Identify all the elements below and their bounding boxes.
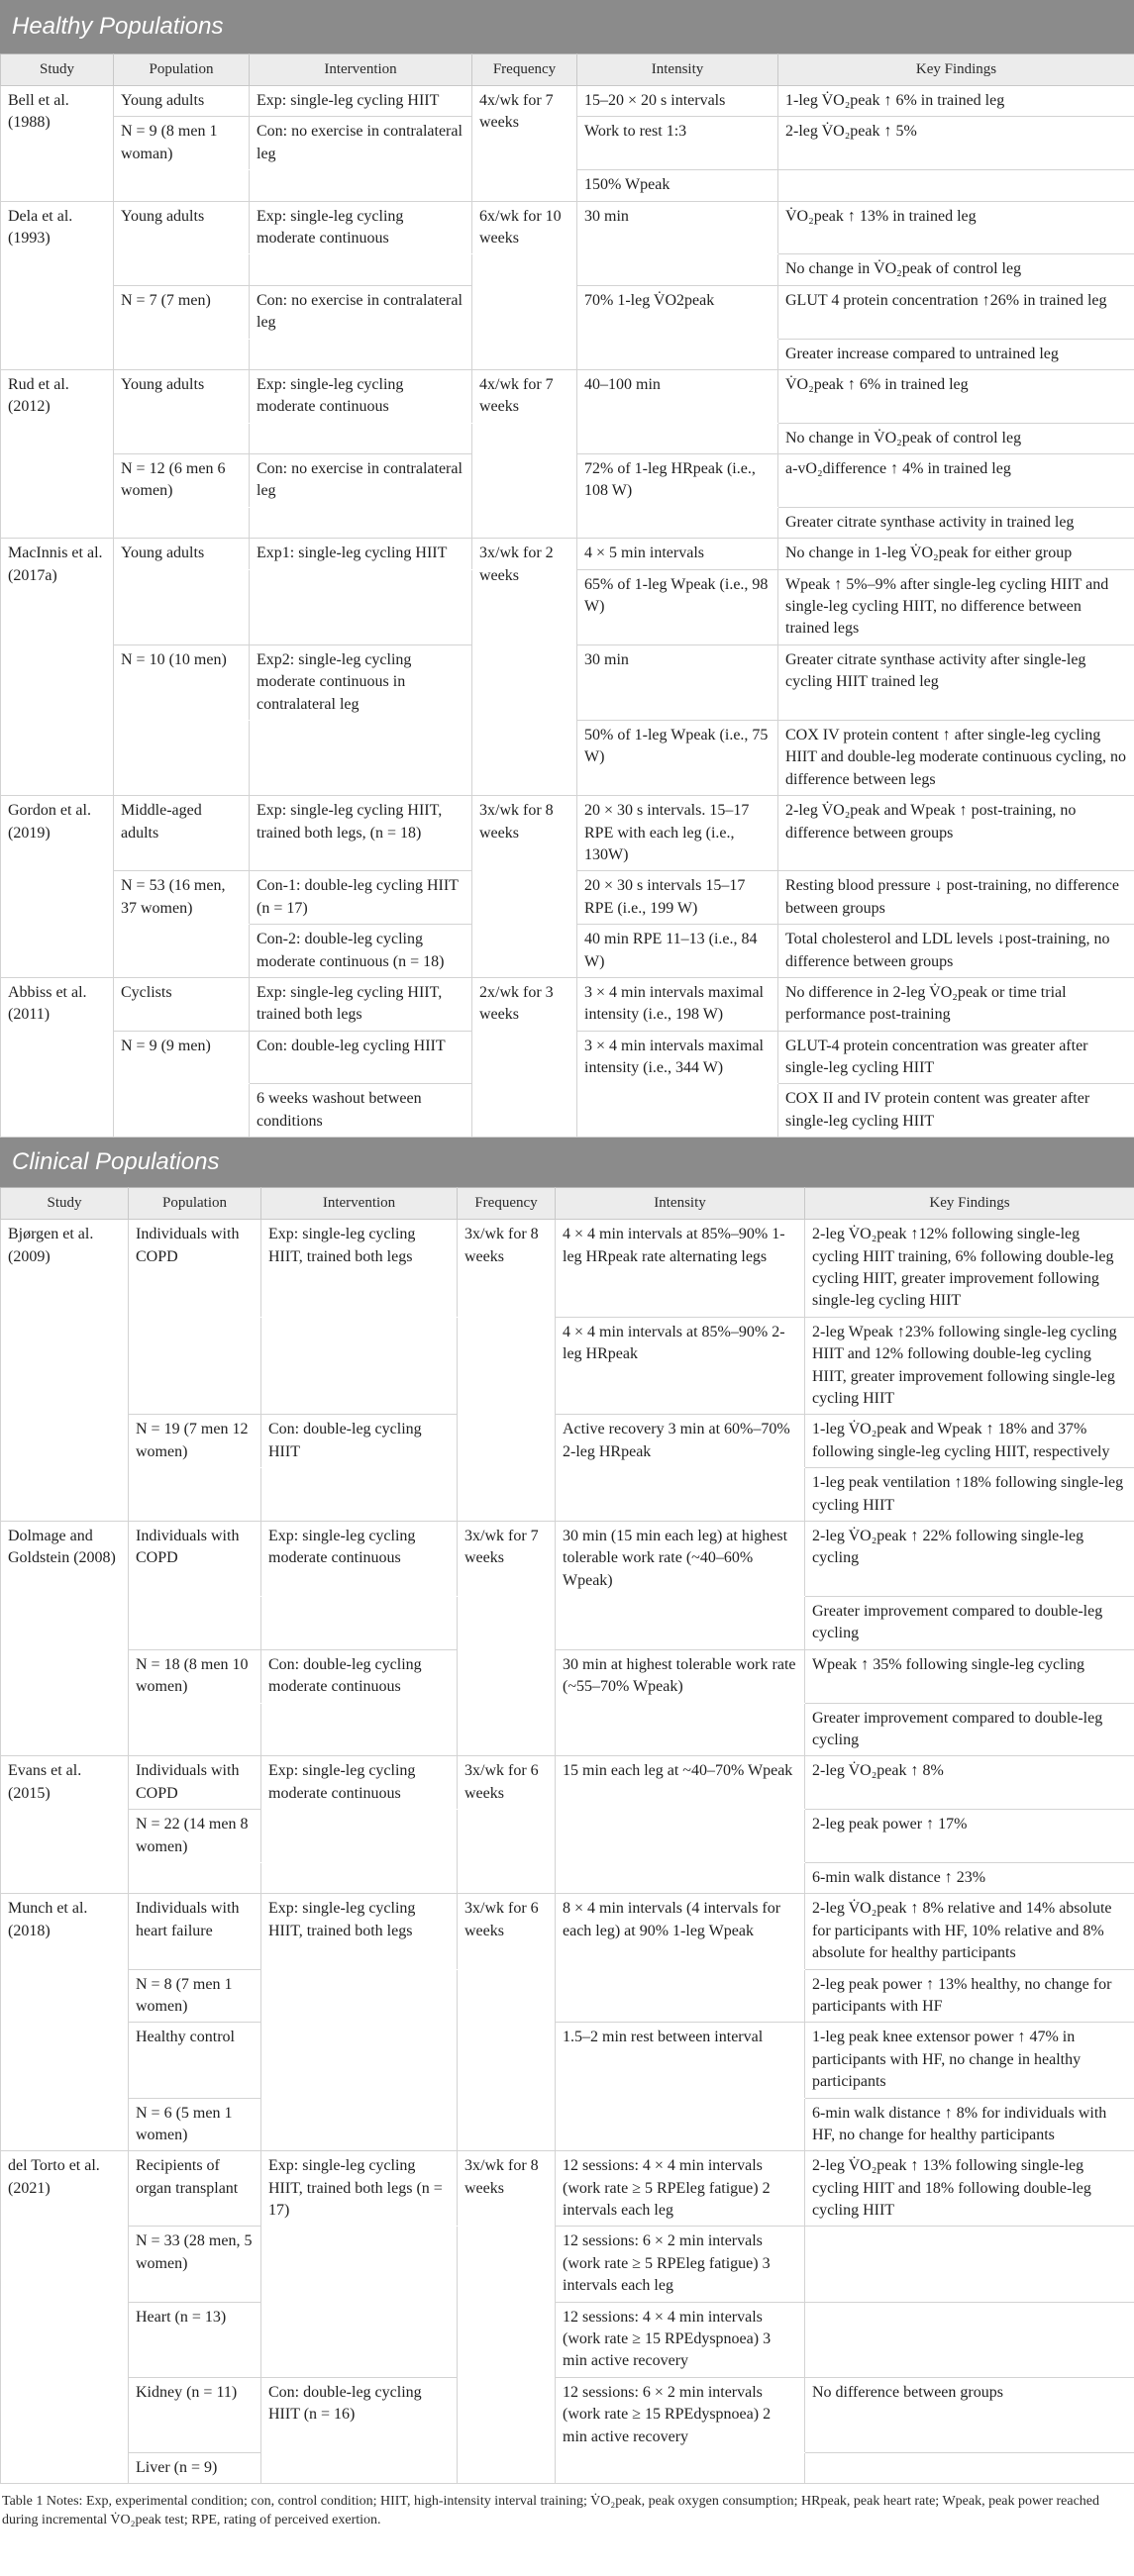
table-row (1, 1521, 1134, 1596)
intensity-cell: 3 × 4 min intervals maximal intensity (i.e., 344 W) (577, 1031, 778, 1084)
intervention-cell: Exp: single-leg cycling moderate continuous (261, 1521, 458, 1596)
population-cell (129, 1703, 261, 1756)
intensity-cell: 30 min at highest tolerable work rate (~55–70% Wpeak) (556, 1649, 805, 1703)
intensity-cell: 150% Wpeak (577, 170, 778, 201)
table-row (1, 1597, 1134, 1650)
findings-cell: COX IV protein content ↑ after single-leg cycling HIIT and double-leg moderate continuous cycling, no difference between legs (778, 720, 1134, 795)
intensity-cell: 15 min each leg at ~40–70% Wpeak (556, 1756, 805, 1810)
findings-cell: 2-leg V̇O₂peak ↑ 13% following single-leg cycling HIIT and 18% following double-leg cycling HIIT (805, 2151, 1134, 2227)
table-notes-text: Exp, experimental condition; con, control condition; HIIT, high-intensity interval training; V̇O₂peak, peak oxygen consumption; HRpeak, peak heart rate; Wpeak, peak power reached during incremental V̇O₂peak test; RPE, rating of perceived exertion. (2, 2494, 1100, 2528)
intensity-cell: Active recovery 3 min at 60%–70% 2-leg HRpeak (556, 1415, 805, 1468)
frequency-cell: 3x/wk for 8 weeks (458, 2151, 556, 2484)
column-header: Intervention (250, 54, 472, 86)
intensity-cell (577, 507, 778, 538)
column-header: Frequency (458, 1188, 556, 1220)
intensity-cell: 20 × 30 s intervals. 15–17 RPE with each leg (i.e., 130W) (577, 796, 778, 871)
findings-cell: 1-leg V̇O₂peak ↑ 6% in trained leg (778, 86, 1134, 117)
intervention-cell: Con: no exercise in contralateral leg (250, 285, 472, 339)
findings-cell: 2-leg V̇O₂peak ↑ 5% (778, 117, 1134, 170)
findings-cell: No difference between groups (805, 2377, 1134, 2452)
population-cell: Healthy control (129, 2023, 261, 2098)
population-cell (129, 1317, 261, 1415)
table-row (1, 2023, 1134, 2098)
intensity-cell: 4 × 4 min intervals at 85%–90% 1-leg HRpeak rate alternating legs (556, 1220, 805, 1318)
findings-cell: Greater increase compared to untrained leg (778, 339, 1134, 369)
intervention-cell: Exp2: single-leg cycling moderate continuous in contralateral leg (250, 644, 472, 720)
study-cell: MacInnis et al. (2017a) (1, 539, 114, 796)
findings-cell: 2-leg Wpeak ↑23% following single-leg cycling HIIT and 12% following double-leg cycling HIIT, greater improvement following single-leg cycling HIIT (805, 1317, 1134, 1415)
intervention-cell (250, 569, 472, 644)
intervention-cell: Con-2: double-leg cycling moderate continuous (n = 18) (250, 925, 472, 978)
population-cell (114, 254, 250, 285)
population-cell (114, 339, 250, 369)
intervention-cell (250, 339, 472, 369)
intervention-cell (261, 2227, 458, 2302)
findings-cell: 6-min walk distance ↑ 23% (805, 1863, 1134, 1894)
intervention-cell: Con: no exercise in contralateral leg (250, 454, 472, 508)
population-cell: N = 19 (7 men 12 women) (129, 1415, 261, 1468)
healthy-table (0, 53, 1134, 1138)
table-notes-label: Table 1 Notes: (2, 2494, 83, 2510)
column-header: Intensity (577, 54, 778, 86)
intervention-cell (261, 1969, 458, 2023)
population-cell: N = 22 (14 men 8 women) (129, 1810, 261, 1863)
table-row (1, 2227, 1134, 2302)
study-cell: del Torto et al. (2021) (1, 2151, 129, 2484)
intensity-cell: 15–20 × 20 s intervals (577, 86, 778, 117)
findings-cell: Greater improvement compared to double-leg cycling (805, 1703, 1134, 1756)
column-header: Study (1, 54, 114, 86)
population-cell: Individuals with COPD (129, 1521, 261, 1596)
intervention-cell: Exp: single-leg cycling moderate continuous (250, 369, 472, 423)
table-row (1, 1894, 1134, 1969)
intervention-cell: Con: double-leg cycling moderate continuous (261, 1649, 458, 1703)
intensity-cell: 65% of 1-leg Wpeak (i.e., 98 W) (577, 569, 778, 644)
study-cell: Bell et al. (1988) (1, 86, 114, 202)
findings-cell: Greater citrate synthase activity after single-leg cycling HIIT trained leg (778, 644, 1134, 720)
intervention-cell: Exp: single-leg cycling HIIT, trained both legs, (n = 18) (250, 796, 472, 871)
findings-cell: Greater citrate synthase activity in trained leg (778, 507, 1134, 538)
population-cell: Cyclists (114, 977, 250, 1031)
intensity-cell (556, 1810, 805, 1863)
intervention-cell (250, 254, 472, 285)
findings-cell: 1-leg peak ventilation ↑18% following single-leg cycling HIIT (805, 1468, 1134, 1522)
table-row (1, 1468, 1134, 1522)
population-cell: N = 6 (5 men 1 women) (129, 2098, 261, 2151)
population-cell: Liver (n = 9) (129, 2452, 261, 2483)
frequency-cell: 3x/wk for 2 weeks (472, 539, 577, 796)
table-row (1, 1649, 1134, 1703)
intensity-cell (556, 1597, 805, 1650)
intensity-cell: 4 × 4 min intervals at 85%–90% 2-leg HRpeak (556, 1317, 805, 1415)
column-header: Population (129, 1188, 261, 1220)
table-row (1, 1863, 1134, 1894)
table-row (1, 1317, 1134, 1415)
intervention-cell: Exp: single-leg cycling HIIT, trained both legs (250, 977, 472, 1031)
findings-cell: Wpeak ↑ 5%–9% after single-leg cycling HIIT and single-leg cycling HIIT, no difference between trained legs (778, 569, 1134, 644)
findings-cell: 6-min walk distance ↑ 8% for individuals with HF, no change for healthy participants (805, 2098, 1134, 2151)
clinical-table (0, 1187, 1134, 2484)
study-cell: Dela et al. (1993) (1, 201, 114, 369)
intensity-cell: 40 min RPE 11–13 (i.e., 84 W) (577, 925, 778, 978)
table-row (1, 2377, 1134, 2452)
intervention-cell (261, 1597, 458, 1650)
population-cell: Individuals with heart failure (129, 1894, 261, 1969)
intensity-cell: Work to rest 1:3 (577, 117, 778, 170)
findings-cell: 2-leg V̇O₂peak ↑ 22% following single-leg cycling (805, 1521, 1134, 1596)
findings-cell (778, 170, 1134, 201)
intensity-cell: 30 min (577, 201, 778, 254)
population-cell: Recipients of organ transplant (129, 2151, 261, 2227)
population-cell: Young adults (114, 86, 250, 117)
population-cell: Heart (n = 13) (129, 2302, 261, 2377)
table-row (1, 1969, 1134, 2023)
table-row (1, 2098, 1134, 2151)
table-row (1, 86, 1134, 117)
frequency-cell: 4x/wk for 7 weeks (472, 86, 577, 202)
intensity-cell: 30 min (15 min each leg) at highest tolerable work rate (~40–60% Wpeak) (556, 1521, 805, 1596)
table-row (1, 201, 1134, 254)
population-cell: Young adults (114, 539, 250, 569)
population-cell: Young adults (114, 201, 250, 254)
frequency-cell: 3x/wk for 8 weeks (472, 796, 577, 978)
intensity-cell: 12 sessions: 6 × 2 min intervals (work rate ≥ 5 RPEleg fatigue) 3 intervals each leg (556, 2227, 805, 2302)
population-cell: Individuals with COPD (129, 1220, 261, 1318)
frequency-cell: 3x/wk for 6 weeks (458, 1756, 556, 1894)
intensity-cell (556, 2098, 805, 2151)
intensity-cell (556, 1969, 805, 2023)
intervention-cell (261, 1863, 458, 1894)
intervention-cell (250, 170, 472, 201)
intensity-cell (577, 339, 778, 369)
frequency-cell: 4x/wk for 7 weeks (472, 369, 577, 538)
population-cell (114, 720, 250, 795)
findings-cell: Wpeak ↑ 35% following single-leg cycling (805, 1649, 1134, 1703)
findings-cell: GLUT-4 protein concentration was greater after single-leg cycling HIIT (778, 1031, 1134, 1084)
population-cell: N = 9 (9 men) (114, 1031, 250, 1084)
intensity-cell: 1.5–2 min rest between interval (556, 2023, 805, 2098)
intervention-cell: Exp: single-leg cycling moderate continuous (261, 1756, 458, 1810)
table-row (1, 977, 1134, 1031)
population-cell: N = 8 (7 men 1 women) (129, 1969, 261, 2023)
findings-cell: V̇O₂peak ↑ 6% in trained leg (778, 369, 1134, 423)
intensity-cell: 4 × 5 min intervals (577, 539, 778, 569)
findings-cell: 2-leg V̇O₂peak and Wpeak ↑ post-training, no difference between groups (778, 796, 1134, 871)
findings-cell (805, 2302, 1134, 2377)
intervention-cell: Exp: single-leg cycling moderate continuous (250, 201, 472, 254)
frequency-cell: 3x/wk for 8 weeks (458, 1220, 556, 1522)
intensity-cell: 50% of 1-leg Wpeak (i.e., 75 W) (577, 720, 778, 795)
table-header-row (1, 1188, 1134, 1220)
findings-cell: Total cholesterol and LDL levels ↓post-training, no difference between groups (778, 925, 1134, 978)
findings-cell: 2-leg peak power ↑ 13% healthy, no change for participants with HF (805, 1969, 1134, 2023)
findings-cell: No change in V̇O₂peak of control leg (778, 254, 1134, 285)
findings-cell: 2-leg V̇O₂peak ↑ 8% relative and 14% absolute for participants with HF, 10% relative and 8% absolute for healthy participants (805, 1894, 1134, 1969)
intensity-cell: 30 min (577, 644, 778, 720)
intervention-cell (250, 720, 472, 795)
intensity-cell: 3 × 4 min intervals maximal intensity (i.e., 198 W) (577, 977, 778, 1031)
findings-cell: GLUT 4 protein concentration ↑26% in trained leg (778, 285, 1134, 339)
table-row (1, 2302, 1134, 2377)
population-cell: N = 18 (8 men 10 women) (129, 1649, 261, 1703)
findings-cell: COX II and IV protein content was greater after single-leg cycling HIIT (778, 1084, 1134, 1138)
column-header: Intensity (556, 1188, 805, 1220)
column-header: Key Findings (778, 54, 1134, 86)
findings-cell (805, 2227, 1134, 2302)
population-cell: N = 7 (7 men) (114, 285, 250, 339)
population-cell (129, 1468, 261, 1522)
intensity-cell: 20 × 30 s intervals 15–17 RPE (i.e., 199 W) (577, 871, 778, 925)
population-cell: Middle-aged adults (114, 796, 250, 871)
intensity-cell: 12 sessions: 4 × 4 min intervals (work rate ≥ 5 RPEleg fatigue) 2 intervals each leg (556, 2151, 805, 2227)
intervention-cell (261, 2023, 458, 2098)
frequency-cell: 3x/wk for 6 weeks (458, 1894, 556, 2151)
findings-cell: 2-leg peak power ↑ 17% (805, 1810, 1134, 1863)
column-header: Key Findings (805, 1188, 1134, 1220)
intensity-cell: 40–100 min (577, 369, 778, 423)
frequency-cell: 2x/wk for 3 weeks (472, 977, 577, 1137)
intervention-cell: Exp: single-leg cycling HIIT, trained both legs (n = 17) (261, 2151, 458, 2227)
findings-cell: 2-leg V̇O₂peak ↑ 8% (805, 1756, 1134, 1810)
population-cell: N = 12 (6 men 6 women) (114, 454, 250, 508)
study-cell: Abbiss et al. (2011) (1, 977, 114, 1137)
intervention-cell: Con: double-leg cycling HIIT (n = 16) (261, 2377, 458, 2452)
intensity-cell: 70% 1-leg V̇O2peak (577, 285, 778, 339)
findings-cell: No change in 1-leg V̇O₂peak for either group (778, 539, 1134, 569)
intervention-cell: 6 weeks washout between conditions (250, 1084, 472, 1138)
table-row (1, 796, 1134, 871)
intensity-cell (556, 2452, 805, 2483)
table-row (1, 1703, 1134, 1756)
study-cell: Bjørgen et al. (2009) (1, 1220, 129, 1522)
population-cell: N = 10 (10 men) (114, 644, 250, 720)
intervention-cell (261, 1810, 458, 1863)
population-cell: N = 53 (16 men, 37 women) (114, 871, 250, 925)
findings-cell (805, 2452, 1134, 2483)
column-header: Population (114, 54, 250, 86)
intervention-cell (250, 423, 472, 453)
findings-cell: a-vO₂difference ↑ 4% in trained leg (778, 454, 1134, 508)
intensity-cell (577, 1084, 778, 1138)
table-row (1, 1810, 1134, 1863)
population-cell: N = 9 (8 men 1 woman) (114, 117, 250, 170)
population-cell: N = 33 (28 men, 5 women) (129, 2227, 261, 2302)
population-cell: Individuals with COPD (129, 1756, 261, 1810)
intensity-cell (556, 1468, 805, 1522)
clinical-section-title: Clinical Populations (0, 1138, 1134, 1187)
population-cell: Young adults (114, 369, 250, 423)
intervention-cell: Exp: single-leg cycling HIIT, trained both legs (261, 1220, 458, 1318)
population-cell: Kidney (n = 11) (129, 2377, 261, 2452)
frequency-cell: 3x/wk for 7 weeks (458, 1521, 556, 1756)
column-header: Intervention (261, 1188, 458, 1220)
findings-cell: V̇O₂peak ↑ 13% in trained leg (778, 201, 1134, 254)
study-cell: Dolmage and Goldstein (2008) (1, 1521, 129, 1756)
column-header: Study (1, 1188, 129, 1220)
table-row (1, 1220, 1134, 1318)
table-row (1, 539, 1134, 569)
intervention-cell: Con: double-leg cycling HIIT (261, 1415, 458, 1468)
intensity-cell: 12 sessions: 6 × 2 min intervals (work rate ≥ 15 RPEdyspnoea) 2 min active recovery (556, 2377, 805, 2452)
intervention-cell (261, 2302, 458, 2377)
study-cell: Rud et al. (2012) (1, 369, 114, 538)
population-cell (129, 1863, 261, 1894)
table-row (1, 2151, 1134, 2227)
table-notes (0, 2484, 1134, 2530)
table-header-row (1, 54, 1134, 86)
intensity-cell: 12 sessions: 4 × 4 min intervals (work rate ≥ 15 RPEdyspnoea) 3 min active recovery (556, 2302, 805, 2377)
table-row (1, 369, 1134, 423)
intervention-cell: Con: double-leg cycling HIIT (250, 1031, 472, 1084)
intervention-cell: Exp: single-leg cycling HIIT (250, 86, 472, 117)
population-cell (129, 1597, 261, 1650)
intervention-cell: Exp1: single-leg cycling HIIT (250, 539, 472, 569)
population-cell (114, 925, 250, 978)
findings-cell: 1-leg peak knee extensor power ↑ 47% in participants with HF, no change in healthy participants (805, 2023, 1134, 2098)
frequency-cell: 6x/wk for 10 weeks (472, 201, 577, 369)
intensity-cell: 8 × 4 min intervals (4 intervals for each leg) at 90% 1-leg Wpeak (556, 1894, 805, 1969)
table-row (1, 1415, 1134, 1468)
intensity-cell (577, 423, 778, 453)
intervention-cell: Con: no exercise in contralateral leg (250, 117, 472, 170)
findings-cell: No difference in 2-leg V̇O₂peak or time trial performance post-training (778, 977, 1134, 1031)
population-cell (114, 569, 250, 644)
findings-cell: 1-leg V̇O₂peak and Wpeak ↑ 18% and 37% following single-leg cycling HIIT, respectively (805, 1415, 1134, 1468)
intervention-cell (261, 2452, 458, 2483)
intensity-cell (577, 254, 778, 285)
table-row (1, 1756, 1134, 1810)
intervention-cell (261, 1703, 458, 1756)
study-cell: Munch et al. (2018) (1, 1894, 129, 2151)
table-row (1, 2452, 1134, 2483)
findings-cell: Resting blood pressure ↓ post-training, no difference between groups (778, 871, 1134, 925)
population-cell (114, 170, 250, 201)
healthy-section-title: Healthy Populations (0, 0, 1134, 53)
population-cell (114, 507, 250, 538)
intervention-cell: Con-1: double-leg cycling HIIT (n = 17) (250, 871, 472, 925)
intervention-cell: Exp: single-leg cycling HIIT, trained both legs (261, 1894, 458, 1969)
intervention-cell (261, 1317, 458, 1415)
intensity-cell (556, 1863, 805, 1894)
column-header: Frequency (472, 54, 577, 86)
findings-cell: 2-leg V̇O₂peak ↑12% following single-leg cycling HIIT training, 6% following double-leg cycling HIIT, greater improvement following single-leg cycling HIIT (805, 1220, 1134, 1318)
findings-cell: No change in V̇O₂peak of control leg (778, 423, 1134, 453)
intervention-cell (261, 1468, 458, 1522)
population-cell (114, 1084, 250, 1138)
population-cell (114, 423, 250, 453)
study-cell: Gordon et al. (2019) (1, 796, 114, 978)
intensity-cell (556, 1703, 805, 1756)
findings-cell: Greater improvement compared to double-leg cycling (805, 1597, 1134, 1650)
study-cell: Evans et al. (2015) (1, 1756, 129, 1894)
intensity-cell: 72% of 1-leg HRpeak (i.e., 108 W) (577, 454, 778, 508)
intervention-cell (261, 2098, 458, 2151)
intervention-cell (250, 507, 472, 538)
